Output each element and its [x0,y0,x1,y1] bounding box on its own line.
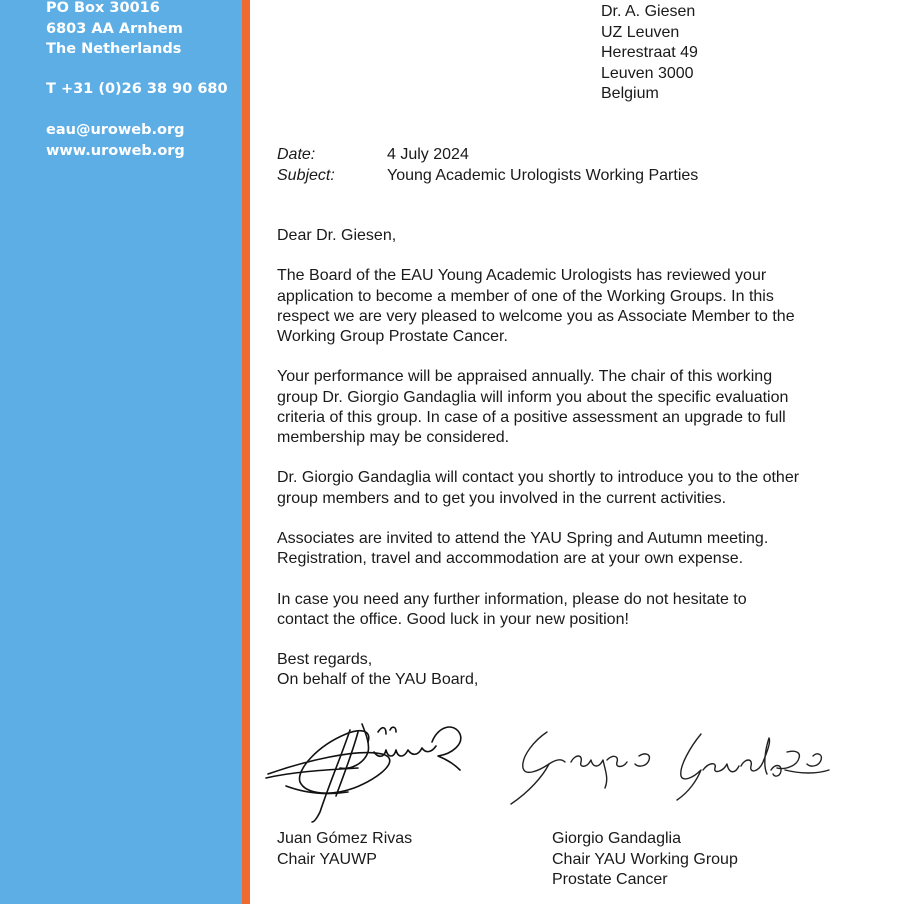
signatory-title: Chair YAU Working Group [552,850,738,868]
paragraph-line: application to become a member of one of the Working Groups. In this [277,287,774,305]
recipient-address [601,2,698,105]
closing-line: On behalf of the YAU Board, [277,671,479,689]
paragraph-line: criteria of this group. In case of a positive assessment an upgrade to full [277,408,786,426]
paragraph-line: group members and to get you involved in the current activities. [277,489,727,507]
signatory-giorgio-gandaglia [552,829,738,891]
recipient-line: Herestraat 49 [601,44,698,61]
recipient-line: Belgium [601,85,659,102]
sidebar-accent-stripe [242,0,250,904]
paragraph-line: group Dr. Giorgio Gandaglia will inform you about the specific evaluation [277,388,789,406]
sidebar-website: www.uroweb.org [46,142,185,159]
paragraph-information [277,590,877,630]
sidebar-contact [46,120,185,161]
paragraph-line: Your performance will be appraised annually. The chair of this working [277,368,773,386]
recipient-line: UZ Leuven [601,23,680,41]
subject-label: Subject: [277,167,335,184]
salutation [277,226,877,246]
paragraph-line: In case you need any further information, please do not hesitate to [277,590,747,608]
sidebar-address-line: The Netherlands [46,41,182,57]
paragraph-contact [277,468,877,508]
salutation-text: Dear Dr. Giesen, [277,227,397,244]
paragraph-line: Dr. Giorgio Gandaglia will contact you shortly to introduce you to the other [277,469,800,487]
signatory-title: Chair YAUWP [277,850,377,868]
signatory-juan-gomez-rivas [277,829,412,870]
signature-giorgio-gandaglia [505,722,835,808]
paragraph-review [277,266,877,347]
recipient-line: Dr. A. Giesen [601,3,696,20]
subject-value: Young Academic Urologists Working Parties [387,167,699,184]
sidebar-address-line: 6803 AA Arnhem [46,20,183,37]
closing-line: Best regards, [277,651,373,669]
paragraph-line: respect we are very pleased to welcome you as Associate Member to the [277,307,795,325]
paragraph-line: contact the office. Good luck in your new position! [277,610,629,628]
sidebar-email: eau@uroweb.org [46,122,185,138]
closing [277,650,877,690]
paragraph-performance [277,367,877,448]
paragraph-line: Working Group Prostate Cancer. [277,328,508,345]
sidebar-phone [46,79,228,100]
recipient-line: Leuven 3000 [601,64,694,82]
signatory-name: Giorgio Gandaglia [552,830,681,847]
date-label: Date: [277,146,316,163]
paragraph-line: Associates are invited to attend the YAU Spring and Autumn meeting. [277,529,769,547]
letter-body [277,226,877,711]
paragraph-line: The Board of the EAU Young Academic Urologists has reviewed your [277,267,767,285]
date-value: 4 July 2024 [387,146,469,163]
sidebar-phone-number: T +31 (0)26 38 90 680 [46,81,228,97]
signature-juan-gomez-rivas [262,712,472,824]
paragraph-meetings [277,529,877,569]
paragraph-line: membership may be considered. [277,429,510,446]
letterhead-sidebar [0,0,242,904]
signatory-name: Juan Gómez Rivas [277,830,413,847]
paragraph-line: Registration, travel and accommodation are at your own expense. [277,550,744,568]
sidebar-address-line: PO Box 30016 [46,0,160,16]
signatory-title: Prostate Cancer [552,871,668,888]
sidebar-address [46,0,183,60]
